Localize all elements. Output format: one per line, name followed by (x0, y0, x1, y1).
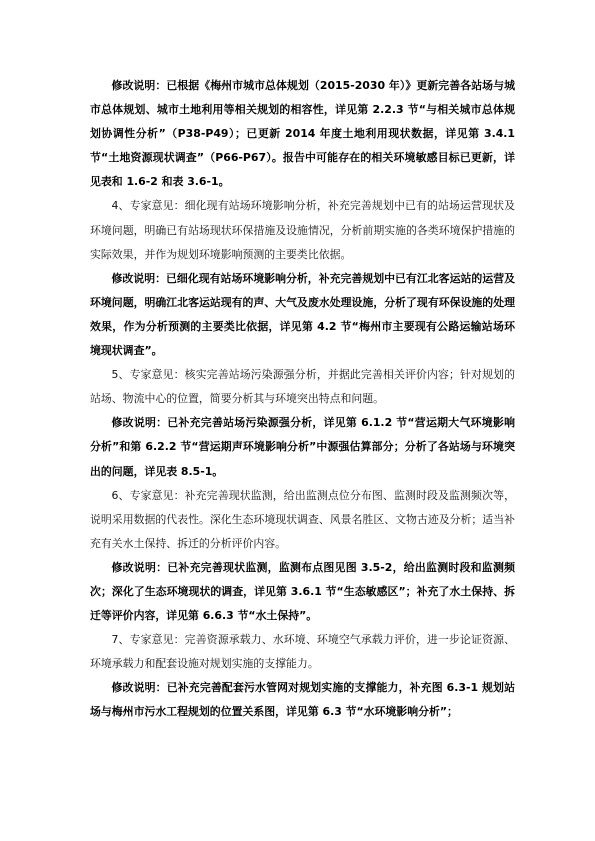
revision-note-5: 修改说明：已补充完善站场污染源强分析，详见第 6.1.2 节“营运期大气环境影响分析”和第 6.2.2 节“营运期声环境影响分析”中源强估算部分；分析了各站场与环境突出的问题，详见表 8.5-1。 (90, 416, 515, 478)
revision-note-6: 修改说明：已补充完善现状监测，监测布点图见图 3.5-2，给出监测时段和监测频次；深化了生态环境现状的调查，详见第 3.6.1 节“生态敏感区”；补充了水土保持、拆迁等评价内容，详见第 6.6.3 节“水土保持”。 (90, 560, 515, 623)
expert-opinion-7: 7、专家意见：完善资源承载力、水环境、环境空气承载力评价，进一步论证资源、环境承载力和配套设施对规划实施的支撑能力。 (90, 633, 515, 671)
expert-opinion-4: 4、专家意见：细化现有站场环境影响分析，补充完善规划中已有的站场运营现状及环境问题，明确已有站场现状环保措施及设施情况，分析前期实施的各类环境保护措施的实际效果，并作为规划环境影响预测的主要类比依据。 (90, 199, 515, 261)
expert-opinion-6: 6、专家意见：补充完善现状监测，给出监测点位分布图、监测时段及监测频次等，说明采用数据的代表性。深化生态环境现状调查、风景名胜区、文物古迹及分析；适当补充有关水土保持、拆迁的分析评价内容。 (90, 488, 515, 550)
document-body (90, 74, 515, 725)
revision-note-3: 修改说明：已根据《梅州市城市总体规划（2015-2030 年）》更新完善各站场与城市总体规划、城市土地利用等相关规划的相容性，详见第 2.2.3 节“与相关城市总体规划协调性分析”（P38-P49）；已更新 2014 年度土地利用现状数据，详见第 3.4.1 节“土地资源现状调查”（P66-P67）。报告中可能存在的相关环境敏感目标已更新，详见表和 1.6-2 和表 3.6-1。 (90, 79, 515, 189)
revision-note-4: 修改说明：已细化现有站场环境影响分析，补充完善规划中已有江北客运站的运营及环境问题，明确江北客运站现有的声、大气及废水处理设施，分析了现有环保设施的处理效果，作为分析预测的主要类比依据，详见第 4.2 节“梅州市主要现有公路运输站场环境现状调查”。 (90, 271, 515, 358)
revision-note-7: 修改说明：已补充完善配套污水管网对规划实施的支撑能力，补充图 6.3-1 规划站场与梅州市污水工程规划的位置关系图，详见第 6.3 节“水环境影响分析”； (90, 681, 515, 719)
expert-opinion-5: 5、专家意见：核实完善站场污染源强分析，并据此完善相关评价内容；针对规划的站场、物流中心的位置，简要分析其与环境突出特点和问题。 (90, 368, 515, 406)
